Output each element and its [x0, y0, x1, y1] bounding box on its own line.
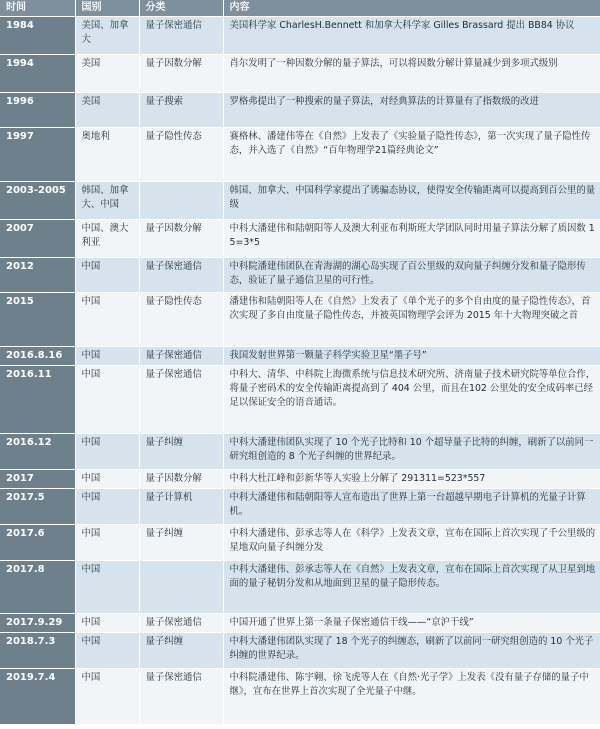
row-country: 中国: [75, 366, 139, 434]
row-content: 中科大潘建伟团队实现了 18 个光子的纠缠态，刷新了以前同一研究组创造的 10 个光子纠缠的世界纪录。: [223, 633, 600, 669]
row-country: 中国: [75, 561, 139, 614]
table-row: [0, 55, 600, 93]
row-time: 2017.9.29: [0, 614, 75, 633]
table-row: [0, 434, 600, 470]
row-country: 美国: [75, 55, 139, 93]
row-country: 中国: [75, 614, 139, 633]
table-row: [0, 614, 600, 633]
row-category: 量子因数分解: [139, 470, 223, 489]
row-content: 中科大潘建伟团队实现了 10 个光子比特和 10 个超导量子比特的纠缠，刷新了以前同一研究组创造的 8 个光子纠缠的世界纪录。: [223, 434, 600, 470]
row-content: 赛格林、潘建伟等在《自然》上发表了《实验量子隐性传态》，第一次实现了量子隐性传态，并入选了《自然》“百年物理学21篇经典论文”: [223, 128, 600, 182]
table-row: [0, 93, 600, 128]
table-row: [0, 128, 600, 182]
header-country: 国别: [75, 0, 139, 17]
table-row: [0, 489, 600, 525]
row-time: 2016.12: [0, 434, 75, 470]
row-country: 美国: [75, 93, 139, 128]
table-row: [0, 366, 600, 434]
row-category: 量子保密通信: [139, 17, 223, 55]
table-row: [0, 669, 600, 724]
table-row: [0, 347, 600, 366]
row-country: 中国: [75, 434, 139, 470]
row-category: 量子因数分解: [139, 55, 223, 93]
row-time: 2019.7.4: [0, 669, 75, 724]
row-category: 量子保密通信: [139, 366, 223, 434]
row-content: 肖尔发明了一种因数分解的量子算法，可以将因数分解计算量减少到多项式级别: [223, 55, 600, 93]
table-row: [0, 470, 600, 489]
row-category: 量子搜索: [139, 93, 223, 128]
row-category: 量子纠缠: [139, 525, 223, 561]
table-row: [0, 561, 600, 614]
row-country: 美国、加拿大: [75, 17, 139, 55]
row-time: 2007: [0, 220, 75, 258]
row-category: 量子保密通信: [139, 258, 223, 293]
table-row: [0, 258, 600, 293]
row-content: 中科大潘建伟、彭承志等人在《科学》上发表文章，宣布在国际上首次实现了千公里级的星地双向量子纠缠分发: [223, 525, 600, 561]
row-content: 美国科学家 CharlesH.Bennett 和加拿大科学家 Gilles Brassard 提出 BB84 协议: [223, 17, 600, 55]
row-content: 中科大、清华、中科院上海微系统与信息技术研究所、济南量子技术研究院等单位合作，将量子密码术的安全传输距离提高到了 404 公里，而且在102 公里处的安全成码率已经足以保证安全的语音通话。: [223, 366, 600, 434]
row-time: 1984: [0, 17, 75, 55]
row-time: 2017.5: [0, 489, 75, 525]
row-time: 2012: [0, 258, 75, 293]
row-country: 中国: [75, 347, 139, 366]
row-content: 潘建伟和陆朝阳等人在《自然》上发表了《单个光子的多个自由度的量子隐性传态》，首次实现了多自由度量子隐性传态，并被英国物理学会评为 2015 年十大物理突破之首: [223, 293, 600, 347]
row-category: 量子计算机: [139, 489, 223, 525]
row-category: 量子纠缠: [139, 434, 223, 470]
row-country: 韩国、加拿大、中国: [75, 182, 139, 220]
row-time: 2016.11: [0, 366, 75, 434]
row-content: 罗格弗提出了一种搜索的量子算法，对经典算法的计算量有了指数级的改进: [223, 93, 600, 128]
table-row: [0, 182, 600, 220]
row-category: 量子保密通信: [139, 669, 223, 724]
table-row: [0, 17, 600, 55]
row-time: 2017.8: [0, 561, 75, 614]
row-country: 中国: [75, 669, 139, 724]
row-content: 韩国、加拿大、中国科学家提出了诱骗态协议，使得安全传输距离可以提高到百公里的量级: [223, 182, 600, 220]
row-category: 量子隐性传态: [139, 293, 223, 347]
header-row: [0, 0, 600, 17]
row-time: 2018.7.3: [0, 633, 75, 669]
row-country: 中国: [75, 258, 139, 293]
row-content: 中国开通了世界上第一条量子保密通信干线——“京沪干线”: [223, 614, 600, 633]
header-category: 分类: [139, 0, 223, 17]
row-category: 量子因数分解: [139, 220, 223, 258]
row-time: 1996: [0, 93, 75, 128]
row-country: 中国: [75, 525, 139, 561]
table-row: [0, 633, 600, 669]
row-time: 1997: [0, 128, 75, 182]
row-time: 1994: [0, 55, 75, 93]
row-country: 中国: [75, 633, 139, 669]
row-content: 中科大潘建伟和陆朝阳等人及澳大利亚布利斯班大学团队同时用量子算法分解了质因数 15=3*5: [223, 220, 600, 258]
table-row: [0, 293, 600, 347]
row-category: [139, 561, 223, 614]
row-content: 中科大潘建伟和陆朝阳等人宣布造出了世界上第一台超越早期电子计算机的光量子计算机。: [223, 489, 600, 525]
row-category: [139, 182, 223, 220]
table-row: [0, 220, 600, 258]
row-country: 中国: [75, 293, 139, 347]
row-content: 中科大潘建伟、彭承志等人在《自然》上发表文章，宣布在国际上首次实现了从卫星到地面的量子秘钥分发和从地面到卫星的量子隐形传态。: [223, 561, 600, 614]
row-content: 中科院潘建伟团队在青海湖的湖心岛实现了百公里级的双向量子纠缠分发和量子隐形传态，验证了量子通信卫星的可行性。: [223, 258, 600, 293]
row-country: 奥地利: [75, 128, 139, 182]
header-time: 时间: [0, 0, 75, 17]
row-content: 我国发射世界第一颗量子科学实验卫星“墨子号”: [223, 347, 600, 366]
row-country: 中国: [75, 489, 139, 525]
row-content: 中科院潘建伟、陈宇翱、徐飞虎等人在《自然·光子学》上发表《没有量子存储的量子中继》，宣布在世界上首次实现了全光量子中继。: [223, 669, 600, 724]
row-time: 2016.8.16: [0, 347, 75, 366]
row-country: 中国、澳大利亚: [75, 220, 139, 258]
row-time: 2015: [0, 293, 75, 347]
row-time: 2017.6: [0, 525, 75, 561]
row-country: 中国: [75, 470, 139, 489]
row-category: 量子隐性传态: [139, 128, 223, 182]
row-category: 量子纠缠: [139, 633, 223, 669]
table-row: [0, 525, 600, 561]
row-content: 中科大杜江峰和彭新华等人实验上分解了 291311=523*557: [223, 470, 600, 489]
row-time: 2017: [0, 470, 75, 489]
row-category: 量子保密通信: [139, 614, 223, 633]
row-time: 2003-2005: [0, 182, 75, 220]
header-content: 内容: [223, 0, 600, 17]
row-category: 量子保密通信: [139, 347, 223, 366]
